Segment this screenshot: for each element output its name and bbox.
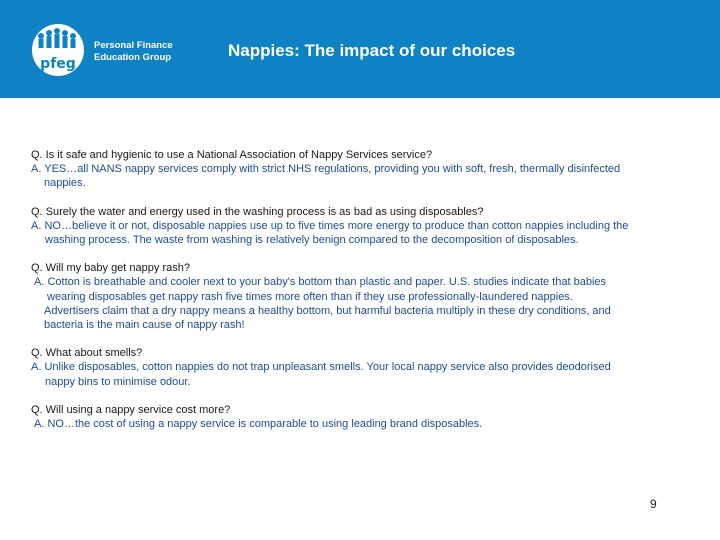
page-number: 9 <box>650 497 657 511</box>
answer-line: A. YES…all NANS nappy services comply with strict NHS regulations, providing you with soft, fresh, thermally disinfected <box>31 163 621 176</box>
qa-item <box>31 148 691 191</box>
answer-line: Advertisers claim that a dry nappy means a healthy bottom, but harmful bacteria multiply in these dry conditions, and <box>44 304 611 317</box>
answer-line: A. NO…believe it or not, disposable nappies use up to five times more energy to produce than cotton nappies including the <box>31 219 629 232</box>
logo-wordmark <box>94 40 173 64</box>
answer-line: bacteria is the main cause of nappy rash! <box>44 319 245 332</box>
header-bar <box>0 0 720 98</box>
pfeg-logo <box>28 24 88 76</box>
qa-item <box>31 261 691 332</box>
answer-line: nappy bins to minimise odour. <box>45 375 191 388</box>
answer-line: A. Unlike disposables, cotton nappies do not trap unpleasant smells. Your local nappy service also provides deodorised <box>31 361 611 374</box>
answer-line: wearing disposables get nappy rash five times more often than if they use professionally-laundered nappies. <box>47 290 573 303</box>
qa-list <box>31 148 691 445</box>
page-title: Nappies: The impact of our choices <box>228 41 516 60</box>
logo-line1: Personal Finance <box>94 40 173 51</box>
answer-line: A. Cotton is breathable and cooler next to your baby's bottom than plastic and paper. U.S. studies indicate that babies <box>34 276 607 289</box>
question: Q. What about smells? <box>31 347 143 360</box>
question: Q. Is it safe and hygienic to use a National Association of Nappy Services service? <box>31 149 433 161</box>
answer-line: nappies. <box>44 177 86 190</box>
question: Q. Will my baby get nappy rash? <box>31 262 190 275</box>
logo-mark-text: pfeg <box>40 56 76 72</box>
qa-item <box>31 205 691 248</box>
question: Q. Surely the water and energy used in the washing process is as bad as using disposables? <box>31 205 484 218</box>
logo-line2: Education Group <box>94 52 172 63</box>
qa-item <box>31 346 691 389</box>
qa-item <box>31 403 691 431</box>
question: Q. Will using a nappy service cost more? <box>31 403 231 416</box>
answer-line: A. NO…the cost of using a nappy service is comparable to using leading brand disposables. <box>34 418 483 431</box>
answer-line: washing process. The waste from washing is relatively benign compared to the decomposition of disposables. <box>45 234 579 247</box>
